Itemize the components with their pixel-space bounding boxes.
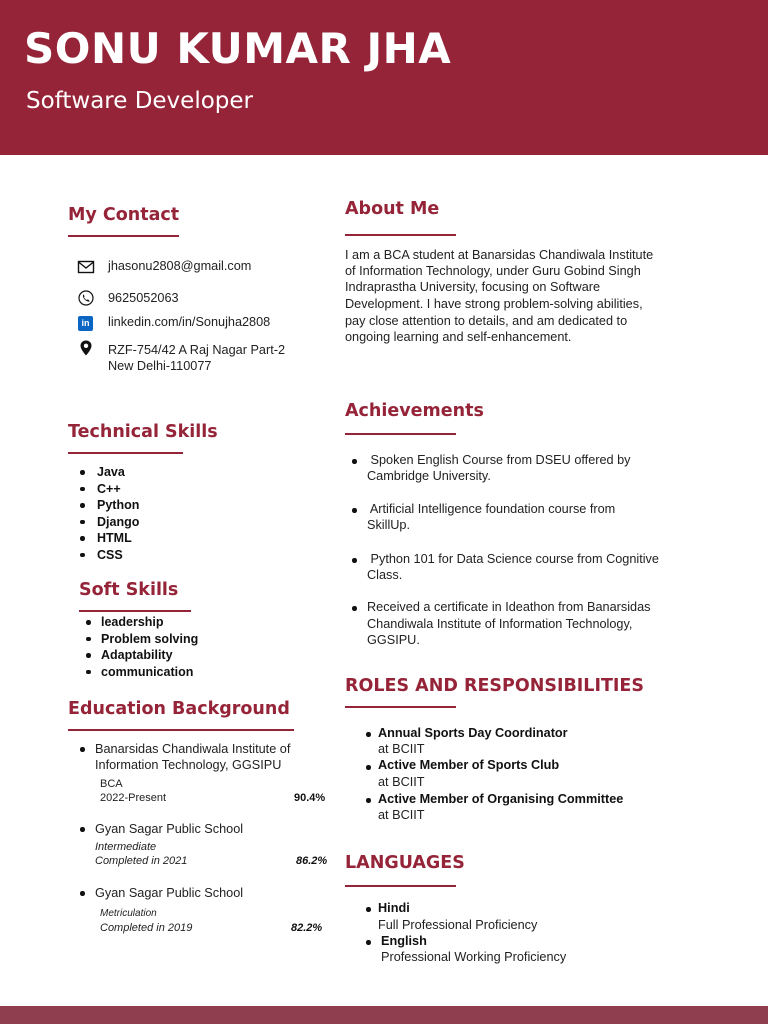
achievement-item: SkillUp. (367, 518, 411, 532)
about-text-line: ongoing learning and self-enhancement. (345, 330, 572, 344)
about-text-line: pay close attention to details, and am dedicated to (345, 314, 628, 328)
contact-address-line2: New Delhi-110077 (108, 359, 212, 373)
languages-heading: LANGUAGES (345, 853, 465, 873)
roles-heading: ROLES AND RESPONSIBILITIES (345, 676, 644, 696)
contact-phone[interactable]: 9625052063 (108, 291, 179, 305)
contact-divider (68, 235, 179, 237)
achievement-item: Cambridge University. (367, 469, 491, 483)
education-bullet (80, 827, 85, 832)
about-text-line: Indraprastha University, focusing on Software (345, 280, 601, 294)
candidate-title: Software Developer (26, 88, 253, 114)
education-school: Gyan Sagar Public School (95, 886, 244, 900)
list-item: Django (68, 514, 139, 531)
language-level: Full Professional Proficiency (378, 918, 538, 932)
education-period: Completed in 2019 (100, 922, 193, 934)
about-text-line: I am a BCA student at Banarsidas Chandiwala Institute (345, 248, 654, 262)
list-item: HTML (68, 530, 139, 547)
list-item: C++ (68, 481, 139, 498)
about-text-line: Development. I have strong problem-solving abilities, (345, 297, 643, 311)
language-level: Professional Working Proficiency (381, 950, 567, 964)
technical-skills-divider (68, 452, 183, 454)
achievement-item: Artificial Intelligence foundation course from (367, 502, 616, 516)
education-school: Information Technology, GGSIPU (95, 758, 282, 772)
role-bullet (366, 798, 371, 803)
education-divider (68, 729, 294, 731)
education-score: 90.4% (294, 792, 326, 804)
list-item: communication (79, 664, 198, 681)
role-title: Active Member of Organising Committee (378, 792, 624, 806)
location-pin-icon (77, 339, 95, 357)
achievements-heading: Achievements (345, 401, 484, 421)
technical-skills-list (68, 464, 139, 563)
achievement-item: Chandiwala Institute of Information Technology, (367, 617, 633, 631)
language-bullet (366, 940, 371, 945)
contact-heading: My Contact (68, 205, 180, 225)
language-name: English (381, 934, 427, 948)
education-bullet (80, 747, 85, 752)
achievement-bullet (352, 508, 357, 513)
achievement-bullet (352, 558, 357, 563)
education-score: 86.2% (296, 855, 328, 867)
achievements-divider (345, 433, 456, 435)
list-item: CSS (68, 547, 139, 564)
roles-divider (345, 706, 456, 708)
achievement-item: Python 101 for Data Science course from Cognitive (367, 552, 659, 566)
footer-bar (0, 1006, 768, 1024)
role-place: at BCIIT (378, 775, 425, 789)
achievement-bullet (352, 459, 357, 464)
soft-skills-list (79, 614, 198, 680)
role-title: Active Member of Sports Club (378, 758, 560, 772)
education-school: Banarsidas Chandiwala Institute of (95, 742, 291, 756)
about-heading: About Me (345, 199, 440, 219)
achievement-item: Received a certificate in Ideathon from Banarsidas (367, 600, 651, 614)
contact-address-line1: RZF-754/42 A Raj Nagar Part-2 (108, 343, 285, 357)
about-text-line: of Information Technology, under Guru Gobind Singh (345, 264, 641, 278)
language-bullet (366, 907, 371, 912)
header-banner (0, 0, 768, 155)
linkedin-icon: in (78, 316, 93, 331)
list-item: leadership (79, 614, 198, 631)
education-program: Metriculation (100, 908, 157, 919)
role-bullet (366, 765, 371, 770)
language-name: Hindi (378, 901, 410, 915)
contact-email[interactable]: jhasonu2808@gmail.com (108, 259, 252, 273)
list-item: Problem solving (79, 631, 198, 648)
candidate-name: SONU KUMAR JHA (24, 24, 452, 73)
education-school: Gyan Sagar Public School (95, 822, 244, 836)
list-item: Java (68, 464, 139, 481)
role-bullet (366, 732, 371, 737)
education-program: Intermediate (95, 841, 157, 853)
contact-linkedin[interactable]: linkedin.com/in/Sonujha2808 (108, 315, 271, 329)
achievement-bullet (352, 606, 357, 611)
role-title: Annual Sports Day Coordinator (378, 726, 568, 740)
role-place: at BCIIT (378, 808, 425, 822)
soft-skills-heading: Soft Skills (79, 580, 179, 600)
list-item: Adaptability (79, 647, 198, 664)
achievement-item: Spoken English Course from DSEU offered by (367, 453, 631, 467)
phone-icon (77, 289, 95, 307)
technical-skills-heading: Technical Skills (68, 422, 218, 442)
education-program: BCA (100, 778, 123, 790)
education-bullet (80, 891, 85, 896)
email-icon (77, 258, 95, 276)
list-item: Python (68, 497, 139, 514)
languages-divider (345, 885, 456, 887)
achievement-item: GGSIPU. (367, 633, 420, 647)
role-place: at BCIIT (378, 742, 425, 756)
soft-skills-divider (79, 610, 191, 612)
education-heading: Education Background (68, 699, 290, 719)
education-period: Completed in 2021 (95, 855, 188, 867)
achievement-item: Class. (367, 568, 403, 582)
about-divider (345, 234, 456, 236)
education-score: 82.2% (291, 922, 323, 934)
education-period: 2022-Present (100, 792, 167, 804)
